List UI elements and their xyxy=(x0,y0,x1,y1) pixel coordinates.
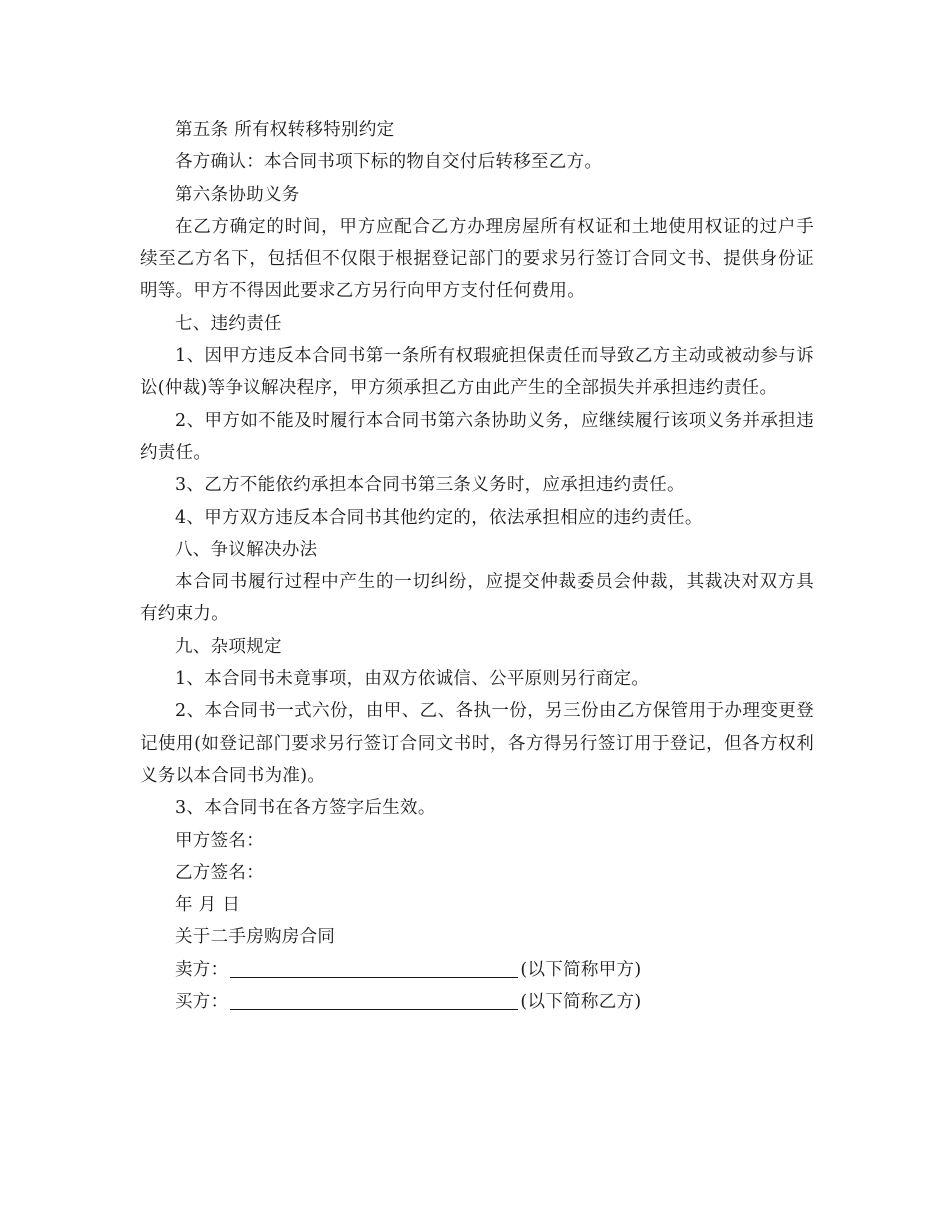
article-6-text: 在乙方确定的时间，甲方应配合乙方办理房屋所有权证和土地使用权证的过户手续至乙方名下，包括但不仅限于根据登记部门的要求另行签订合同文书、提供身份证明等。甲方不得因此要求乙方另行向甲方支付任何费用。 xyxy=(140,216,814,302)
contract-title: 关于二手房购房合同 xyxy=(175,927,336,948)
section-7-clause-4: 4、甲方双方违反本合同书其他约定的，依法承担相应的违约责任。 xyxy=(175,507,703,528)
section-7-clause-1: 1、因甲方违反本合同书第一条所有权瑕疵担保责任而导致乙方主动或被动参与诉讼(仲裁)等争议解决程序，甲方须承担乙方由此产生的全部损失并承担违约责任。 xyxy=(140,346,814,399)
party-b-signature: 乙方签名： xyxy=(175,862,264,883)
party-a-signature: 甲方签名： xyxy=(175,830,264,851)
date-line: 年 月 日 xyxy=(175,895,241,916)
section-7-clause-2: 2、甲方如不能及时履行本合同书第六条协助义务，应继续履行该项义务并承担违约责任。 xyxy=(140,410,814,463)
section-9-clause-1: 1、本合同书未竟事项，由双方依诚信、公平原则另行商定。 xyxy=(175,669,650,690)
seller-label: 卖方： xyxy=(175,959,229,980)
section-9-clause-3: 3、本合同书在各方签字后生效。 xyxy=(175,798,436,819)
seller-blank-line xyxy=(230,976,518,978)
section-9-clause-2: 2、本合同书一式六份，由甲、乙、各执一份，另三份由乙方保管用于办理变更登记使用(如登记部门要求另行签订合同文书时，各方得另行签订用于登记，但各方权利义务以本合同书为准)。 xyxy=(140,701,814,786)
article-5-heading: 第五条 所有权转移特别约定 xyxy=(175,120,395,140)
section-7-clause-3: 3、乙方不能依约承担本合同书第三条义务时，应承担违约责任。 xyxy=(175,475,685,496)
buyer-blank-line xyxy=(230,1008,518,1010)
buyer-label: 买方： xyxy=(175,992,229,1013)
article-5-text: 各方确认：本合同书项下标的物自交付后转移至乙方。 xyxy=(175,152,603,173)
contract-body xyxy=(140,114,814,1018)
seller-row xyxy=(140,954,814,986)
section-8-text: 本合同书履行过程中产生的一切纠纷，应提交仲裁委员会仲裁，其裁决对双方具有约束力。 xyxy=(140,572,814,625)
article-6-heading: 第六条协助义务 xyxy=(175,184,300,205)
section-9-heading: 九、杂项规定 xyxy=(175,636,282,657)
section-7-heading: 七、违约责任 xyxy=(175,313,282,334)
section-8-heading: 八、争议解决办法 xyxy=(175,539,318,560)
seller-note: (以下简称甲方) xyxy=(520,959,642,980)
buyer-row xyxy=(140,986,814,1018)
buyer-note: (以下简称乙方) xyxy=(520,992,642,1013)
